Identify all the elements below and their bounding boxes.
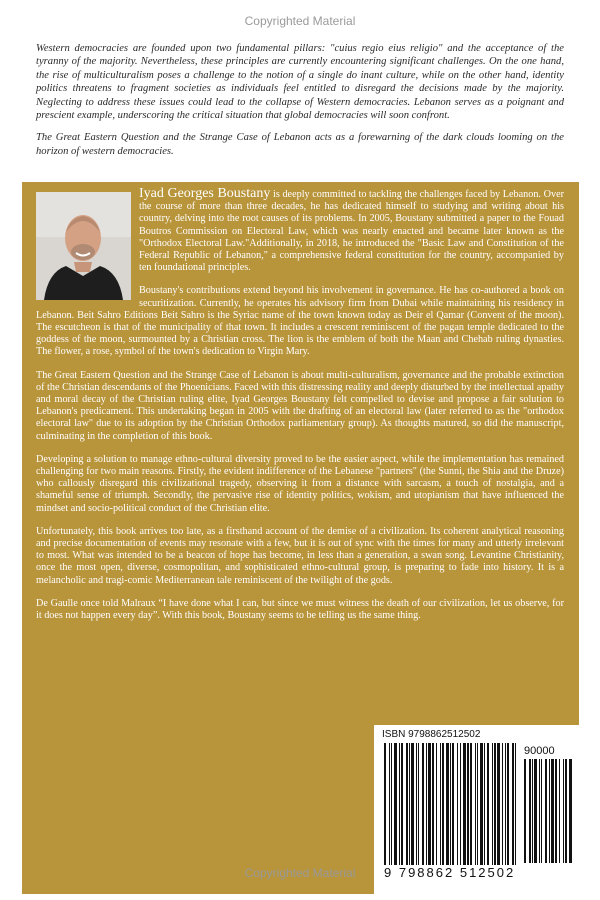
isbn-label: ISBN 9798862512502 bbox=[382, 729, 481, 740]
bio-paragraph: Developing a solution to manage ethno-cultural diversity proved to be the easier aspect, while the implementation has remained challenging for two main reasons. Firstly, the evident indifference of the Lebanese "partners" (the Sunni, the Shia and the Druze) who callously disregard this civilizational tragedy, observing it from a distance with sarcasm, a touch of nostalgia, and a shameful sense of triumph. Secondly, the pervasive rise of identity politics, wokism, and utopianism that have influenced the mindset and socio-political conduct of the Christian elite. bbox=[36, 453, 564, 514]
author-name: Iyad Georges Boustany bbox=[139, 186, 271, 201]
blurb-paragraph: Western democracies are founded upon two fundamental pillars: "cuius regio eius religio" and the acceptance of the tyranny of the majority. Nevertheless, these principles are currently encountering significant challenges. On the one hand, the rise of multiculturalism poses a challenge to the notion of a single do inant culture, while on the other hand, identity politics threatens to fragment societies as individuals feel entitled to disregard the decisions made by the majority. Neglecting to address these issues could lead to the collapse of Western democracies. Lebanon serves as a poignant and prescient example, underscoring the critical situation that global democracies will soon confront. bbox=[36, 43, 564, 122]
bio-paragraph: Boustany's contributions extend beyond his involvement in governance. He has co-authored a book on securitization. Currently, he operates his advisory firm from Dubai while maintaining his residency in Lebanon. Beit Sahro Editions Beit Sahro is the Syriac name of the town known today as Deir el Qamar (Convent of the moon). The escutcheon is that of the municipality of that town. It includes a crescent reminiscent of the pagan temple dedicated to the goddess of the moon, surmounted by a Christian cross. The lion is the emblem of both the Maan and Chehab ruling dynasties. The flower, a rose, symbol of the town's dedication to Virgin Mary. bbox=[36, 285, 564, 358]
watermark-top: Copyrighted Material bbox=[244, 14, 356, 28]
author-bio bbox=[36, 188, 564, 633]
back-cover-blurb bbox=[36, 42, 564, 167]
bio-paragraph: The Great Eastern Question and the Strange Case of Lebanon is about multi-culturalism, governance and the probable extinction of the Christian descendants of the Phoenicians. Faced with this distressing reality and deeply disturbed by the intellectual apathy and moral decay of the Christian ruling elite, Iyad Georges Boustany felt compelled to devise and propose a fair solution to Lebanon's predicament. This undertaking began in 2005 with the drafting of an electoral law (later referred to as the "orthodox electoral law" due to its adoption by the Christian Orthodox parliamentary group). As thoughts matured, so did the manuscript, culminating in the completion of this book. bbox=[36, 369, 564, 442]
watermark-bottom: Copyrighted Material bbox=[244, 866, 356, 880]
price-code: 90000 bbox=[524, 745, 555, 757]
barcode-bars-icon bbox=[384, 743, 518, 865]
bio-paragraph bbox=[36, 188, 564, 274]
bio-paragraph: De Gaulle once told Malraux “I have done what I can, but since we must witness the death of our civilization, let us observe, for it does not happen every day”. With this book, Boustany seems to be telling us the same thing. bbox=[36, 597, 564, 622]
bio-paragraph: Unfortunately, this book arrives too late, as a firsthand account of the demise of a civilization. Its coherent analytical reasoning and precise documentation of events may resonate with a few, but it is out of sync with the times for many and utterly irrelevant to most. What was intended to be a beacon of hope has become, in less than a generation, a swan song. Levantine Christianity, once the most open, diverse, cosmopolitan, and sophisticated ethno-cultural group, is preparing to fade into history. It is a melancholic and tragi-comic Mediterranean tale reminiscent of the twilight of the gods. bbox=[36, 525, 564, 586]
addon-barcode-bars-icon bbox=[524, 759, 572, 863]
bio-intro-text: is deeply committed to tackling the challenges faced by Lebanon. Over the course of more than three decades, he has dedicated himself to studying and writing about his country, delving into the root causes of its problems. In 2005, Boustany submitted a paper to the Fouad Boutros Commission on Electoral Law, which was nearly enacted and became later known as the "Orthodox Electoral Law."Additionally, in 2018, he introduced the "Basic Law and Constitution of the Federal Republic of Lebanon," a comprehensive federal constitution for the country, accompanied by ten foundational principles. bbox=[139, 189, 564, 274]
isbn-digits: 9 798862 512502 bbox=[384, 865, 516, 880]
blurb-paragraph: The Great Eastern Question and the Strange Case of Lebanon acts as a forewarning of the dark clouds looming on the horizon of western democracies. bbox=[36, 132, 564, 157]
author-panel bbox=[22, 182, 579, 894]
